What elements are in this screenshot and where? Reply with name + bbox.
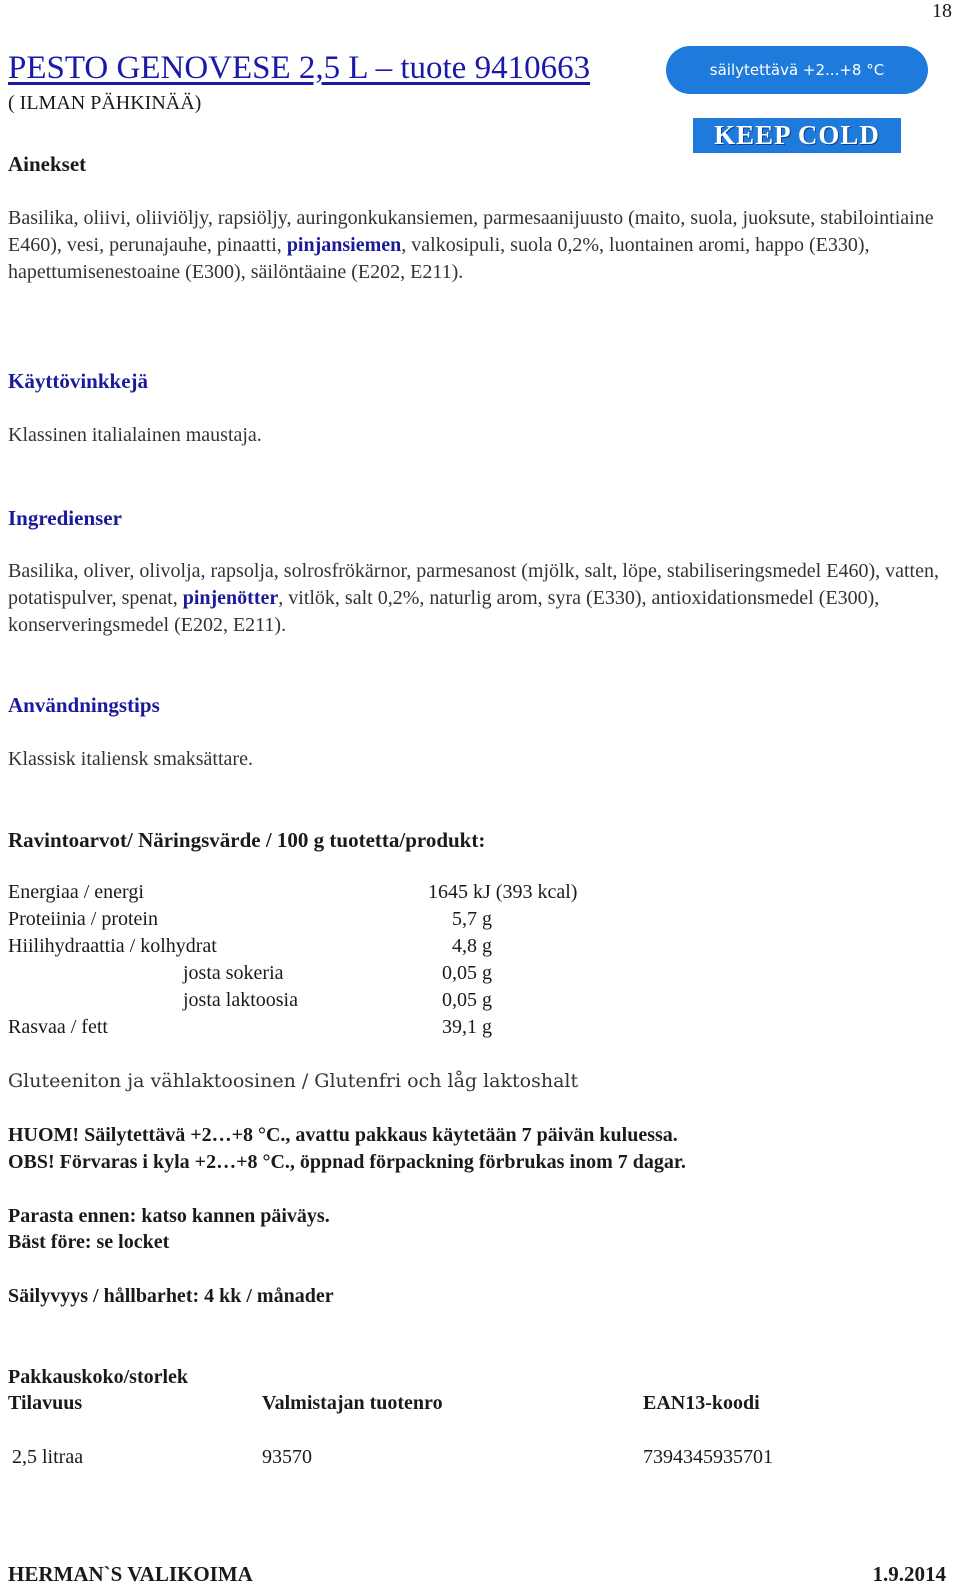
package-volume-value: 2,5 litraa [12,1446,84,1468]
ingredients-fi-part2: , valkosipuli, suola 0,2%, luontainen aromi, happo (E330), hapettumisenestoaine (E300), säilöntäaine (E202, E211). [8,234,870,283]
footer-date: 1.9.2014 [872,1562,946,1586]
nutrition-value-energy: 1645 kJ (393 kcal) [428,881,578,903]
nutrition-heading: Ravintoarvot/ Näringsvärde / 100 g tuotetta/produkt: [8,828,486,852]
best-before-fi: Parasta ennen: katso kannen päiväys. [8,1205,330,1227]
ingredients-fi-part1: Basilika, oliivi, oliiviöljy, rapsiöljy, auringonkukansiemen, parmesaanijuusto (maito, suola, juoksute, stabilointiaine E460), vesi, perunajauhe, pinaatti, [8,207,934,256]
footer-brand: HERMAN`S VALIKOIMA [8,1562,253,1586]
shelf-life: Säilyvyys / hållbarhet: 4 kk / månader [8,1285,334,1307]
package-ean-value: 7394345935701 [643,1446,773,1468]
nutrition-label-protein: Proteiinia / protein [8,908,158,930]
keep-cold-label [693,118,901,153]
best-before-sv: Bäst före: se locket [8,1231,170,1253]
package-col-ean: EAN13-koodi [643,1392,760,1414]
storage-temperature-text: säilytettävä +2...+8 °C [709,61,885,79]
storage-note-sv: OBS! Förvaras i kyla +2…+8 °C., öppnad förpackning förbrukas inom 7 dagar. [8,1151,686,1173]
nutrition-label-lactose: josta laktoosia [183,989,298,1011]
ingredients-sv-heading: Ingredienser [8,506,122,530]
package-col-volume: Tilavuus [8,1392,83,1414]
nutrition-value-carbohydrate: 4,8 g [452,935,492,957]
nutrition-label-fat: Rasvaa / fett [8,1016,108,1038]
nutrition-label-sugar: josta sokeria [183,962,284,984]
nutrition-value-fat: 39,1 g [442,1016,492,1038]
package-product-number-value: 93570 [262,1446,312,1468]
ingredients-fi-heading: Ainekset [8,152,87,176]
package-heading: Pakkauskoko/storlek [8,1366,189,1388]
ingredients-fi-text [8,205,948,286]
usage-fi-text: Klassinen italialainen maustaja. [8,424,262,446]
usage-sv-heading: Användningstips [8,693,160,717]
storage-note-fi: HUOM! Säilytettävä +2…+8 °C., avattu pakkaus käytetään 7 päivän kuluessa. [8,1124,678,1146]
nutrition-value-sugar: 0,05 g [442,962,492,984]
storage-temperature-badge [666,46,928,94]
keep-cold-text: KEEP COLD [714,120,880,150]
package-col-product-number: Valmistajan tuotenro [262,1392,443,1414]
ingredients-sv-text [8,558,948,639]
gluten-lactose-note: Gluteeniton ja vählaktoosinen / Glutenfri och låg laktoshalt [8,1070,579,1092]
usage-fi-heading: Käyttövinkkejä [8,369,149,393]
ingredients-sv-part2: , vitlök, salt 0,2%, naturlig arom, syra (E330), antioxidationsmedel (E300), konserveringsmedel (E202, E211). [8,587,880,636]
nutrition-label-energy: Energiaa / energi [8,881,144,903]
ingredients-sv-allergen: pinjenötter [182,587,279,609]
ingredients-sv-part1: Basilika, oliver, olivolja, rapsolja, solrosfrökärnor, parmesanost (mjölk, salt, löpe, stabiliseringsmedel E460), vatten, potatispulver, spenat, [8,560,939,609]
nutrition-value-protein: 5,7 g [452,908,492,930]
usage-sv-text: Klassisk italiensk smaksättare. [8,748,253,770]
nutrition-label-carbohydrate: Hiilihydraattia / kolhydrat [8,935,217,957]
product-subtitle: ( ILMAN PÄHKINÄÄ) [8,92,202,114]
page-number: 18 [932,0,952,22]
product-title: PESTO GENOVESE 2,5 L – tuote 9410663 [8,50,591,86]
nutrition-value-lactose: 0,05 g [442,989,492,1011]
ingredients-fi-allergen: pinjansiemen [286,234,402,256]
